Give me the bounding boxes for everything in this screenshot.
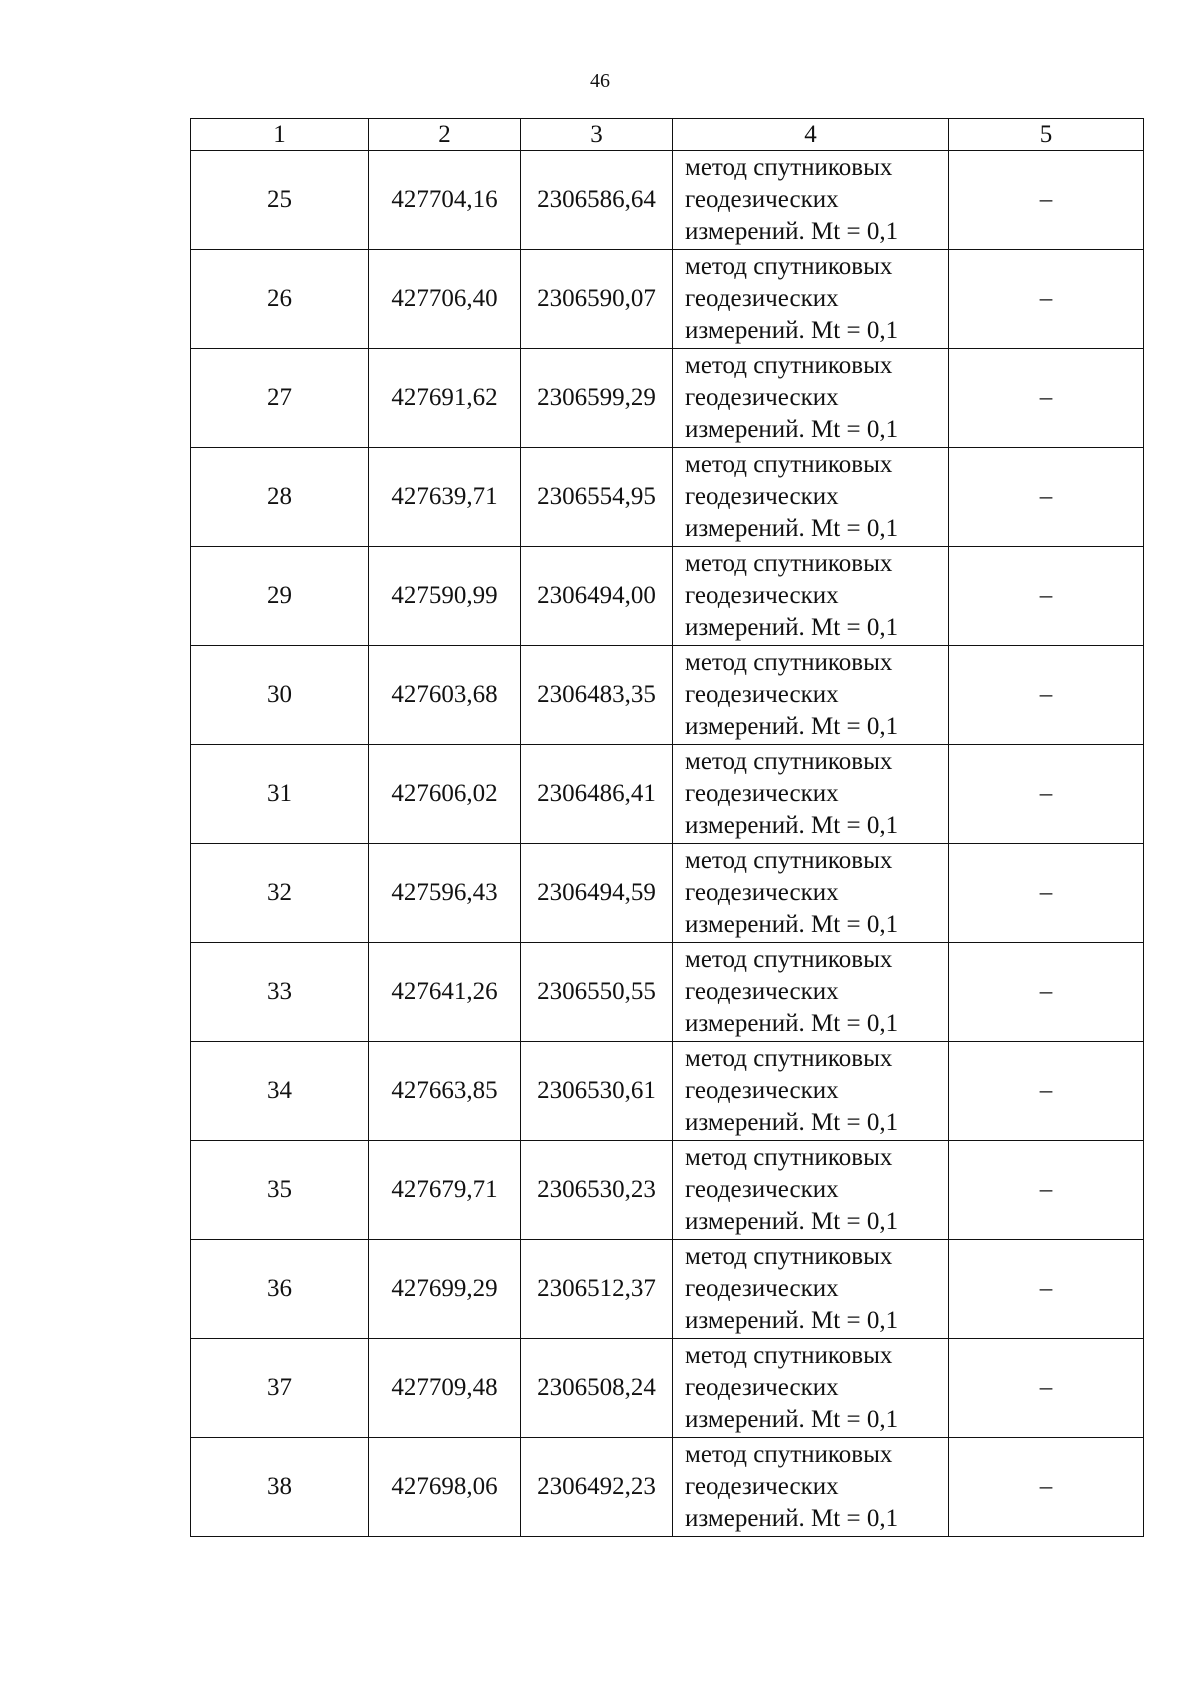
table-row xyxy=(191,547,1144,646)
method-line: метод спутниковых xyxy=(685,1342,893,1369)
y-coordinate-cell: 2306550,55 xyxy=(521,943,673,1042)
note-cell: – xyxy=(949,1042,1144,1141)
method-line: метод спутниковых xyxy=(685,1144,893,1171)
method-line: метод спутниковых xyxy=(685,154,893,181)
method-cell xyxy=(673,943,949,1042)
method-line: метод спутниковых xyxy=(685,649,893,676)
table-row xyxy=(191,745,1144,844)
header-row xyxy=(191,119,1144,151)
note-cell: – xyxy=(949,1141,1144,1240)
method-cell xyxy=(673,1438,949,1537)
method-line: метод спутниковых xyxy=(685,946,893,973)
method-line: геодезических xyxy=(685,1077,839,1104)
method-line: измерений. Mt = 0,1 xyxy=(685,416,899,443)
table-row xyxy=(191,250,1144,349)
y-coordinate-cell: 2306599,29 xyxy=(521,349,673,448)
table-row xyxy=(191,1438,1144,1537)
x-coordinate-cell: 427706,40 xyxy=(369,250,521,349)
x-coordinate-cell: 427704,16 xyxy=(369,151,521,250)
method-line: измерений. Mt = 0,1 xyxy=(685,1307,899,1334)
note-cell: – xyxy=(949,844,1144,943)
method-cell xyxy=(673,547,949,646)
point-number-cell: 32 xyxy=(191,844,369,943)
table-row xyxy=(191,1240,1144,1339)
table-row xyxy=(191,151,1144,250)
table-row xyxy=(191,349,1144,448)
method-line: геодезических xyxy=(685,681,839,708)
method-cell xyxy=(673,250,949,349)
point-number-cell: 36 xyxy=(191,1240,369,1339)
method-cell xyxy=(673,151,949,250)
note-cell: – xyxy=(949,943,1144,1042)
method-cell xyxy=(673,349,949,448)
y-coordinate-cell: 2306494,59 xyxy=(521,844,673,943)
note-cell: – xyxy=(949,151,1144,250)
y-coordinate-cell: 2306530,61 xyxy=(521,1042,673,1141)
method-line: измерений. Mt = 0,1 xyxy=(685,911,899,938)
method-line: измерений. Mt = 0,1 xyxy=(685,317,899,344)
method-line: измерений. Mt = 0,1 xyxy=(685,614,899,641)
method-cell xyxy=(673,745,949,844)
method-line: геодезических xyxy=(685,1275,839,1302)
point-number-cell: 33 xyxy=(191,943,369,1042)
page-number: 46 xyxy=(590,70,610,92)
x-coordinate-cell: 427691,62 xyxy=(369,349,521,448)
method-line: метод спутниковых xyxy=(685,1441,893,1468)
y-coordinate-cell: 2306554,95 xyxy=(521,448,673,547)
method-line: измерений. Mt = 0,1 xyxy=(685,1208,899,1235)
method-line: геодезических xyxy=(685,285,839,312)
method-line: геодезических xyxy=(685,483,839,510)
method-cell xyxy=(673,1339,949,1438)
method-cell xyxy=(673,844,949,943)
method-line: геодезических xyxy=(685,384,839,411)
table-body xyxy=(191,151,1144,1537)
method-line: измерений. Mt = 0,1 xyxy=(685,1010,899,1037)
method-cell xyxy=(673,1042,949,1141)
table-row xyxy=(191,1141,1144,1240)
note-cell: – xyxy=(949,745,1144,844)
header-col-1: 1 xyxy=(191,119,369,151)
header-col-2: 2 xyxy=(369,119,521,151)
point-number-cell: 38 xyxy=(191,1438,369,1537)
x-coordinate-cell: 427639,71 xyxy=(369,448,521,547)
method-line: геодезических xyxy=(685,1473,839,1500)
table-row xyxy=(191,1042,1144,1141)
point-number-cell: 28 xyxy=(191,448,369,547)
method-line: геодезических xyxy=(685,1176,839,1203)
header-col-4: 4 xyxy=(673,119,949,151)
method-line: измерений. Mt = 0,1 xyxy=(685,515,899,542)
y-coordinate-cell: 2306483,35 xyxy=(521,646,673,745)
point-number-cell: 37 xyxy=(191,1339,369,1438)
note-cell: – xyxy=(949,448,1144,547)
point-number-cell: 27 xyxy=(191,349,369,448)
method-line: метод спутниковых xyxy=(685,451,893,478)
x-coordinate-cell: 427590,99 xyxy=(369,547,521,646)
x-coordinate-cell: 427596,43 xyxy=(369,844,521,943)
x-coordinate-cell: 427641,26 xyxy=(369,943,521,1042)
x-coordinate-cell: 427663,85 xyxy=(369,1042,521,1141)
note-cell: – xyxy=(949,1240,1144,1339)
method-line: измерений. Mt = 0,1 xyxy=(685,1406,899,1433)
table-row xyxy=(191,448,1144,547)
table-row xyxy=(191,844,1144,943)
point-number-cell: 26 xyxy=(191,250,369,349)
table-header xyxy=(191,119,1144,151)
point-number-cell: 30 xyxy=(191,646,369,745)
header-col-5: 5 xyxy=(949,119,1144,151)
method-line: метод спутниковых xyxy=(685,1045,893,1072)
y-coordinate-cell: 2306512,37 xyxy=(521,1240,673,1339)
x-coordinate-cell: 427709,48 xyxy=(369,1339,521,1438)
method-line: измерений. Mt = 0,1 xyxy=(685,812,899,839)
y-coordinate-cell: 2306494,00 xyxy=(521,547,673,646)
note-cell: – xyxy=(949,250,1144,349)
table-row xyxy=(191,1339,1144,1438)
x-coordinate-cell: 427699,29 xyxy=(369,1240,521,1339)
method-line: геодезических xyxy=(685,879,839,906)
method-line: метод спутниковых xyxy=(685,748,893,775)
point-number-cell: 34 xyxy=(191,1042,369,1141)
table-row xyxy=(191,646,1144,745)
point-number-cell: 35 xyxy=(191,1141,369,1240)
note-cell: – xyxy=(949,646,1144,745)
x-coordinate-cell: 427698,06 xyxy=(369,1438,521,1537)
method-line: метод спутниковых xyxy=(685,1243,893,1270)
point-number-cell: 31 xyxy=(191,745,369,844)
method-cell xyxy=(673,448,949,547)
point-number-cell: 29 xyxy=(191,547,369,646)
method-line: геодезических xyxy=(685,582,839,609)
y-coordinate-cell: 2306530,23 xyxy=(521,1141,673,1240)
note-cell: – xyxy=(949,1339,1144,1438)
x-coordinate-cell: 427606,02 xyxy=(369,745,521,844)
x-coordinate-cell: 427603,68 xyxy=(369,646,521,745)
method-line: метод спутниковых xyxy=(685,550,893,577)
y-coordinate-cell: 2306590,07 xyxy=(521,250,673,349)
method-line: геодезических xyxy=(685,780,839,807)
y-coordinate-cell: 2306492,23 xyxy=(521,1438,673,1537)
method-cell xyxy=(673,646,949,745)
note-cell: – xyxy=(949,349,1144,448)
header-col-3: 3 xyxy=(521,119,673,151)
note-cell: – xyxy=(949,1438,1144,1537)
method-line: метод спутниковых xyxy=(685,253,893,280)
note-cell: – xyxy=(949,547,1144,646)
method-line: измерений. Mt = 0,1 xyxy=(685,218,899,245)
y-coordinate-cell: 2306508,24 xyxy=(521,1339,673,1438)
method-line: геодезических xyxy=(685,978,839,1005)
y-coordinate-cell: 2306486,41 xyxy=(521,745,673,844)
method-line: измерений. Mt = 0,1 xyxy=(685,1109,899,1136)
method-line: геодезических xyxy=(685,186,839,213)
table-row xyxy=(191,943,1144,1042)
y-coordinate-cell: 2306586,64 xyxy=(521,151,673,250)
method-line: измерений. Mt = 0,1 xyxy=(685,713,899,740)
method-cell xyxy=(673,1141,949,1240)
method-line: измерений. Mt = 0,1 xyxy=(685,1505,899,1532)
coordinates-table xyxy=(190,118,1144,1537)
method-line: метод спутниковых xyxy=(685,847,893,874)
method-line: геодезических xyxy=(685,1374,839,1401)
method-line: метод спутниковых xyxy=(685,352,893,379)
method-cell xyxy=(673,1240,949,1339)
point-number-cell: 25 xyxy=(191,151,369,250)
x-coordinate-cell: 427679,71 xyxy=(369,1141,521,1240)
